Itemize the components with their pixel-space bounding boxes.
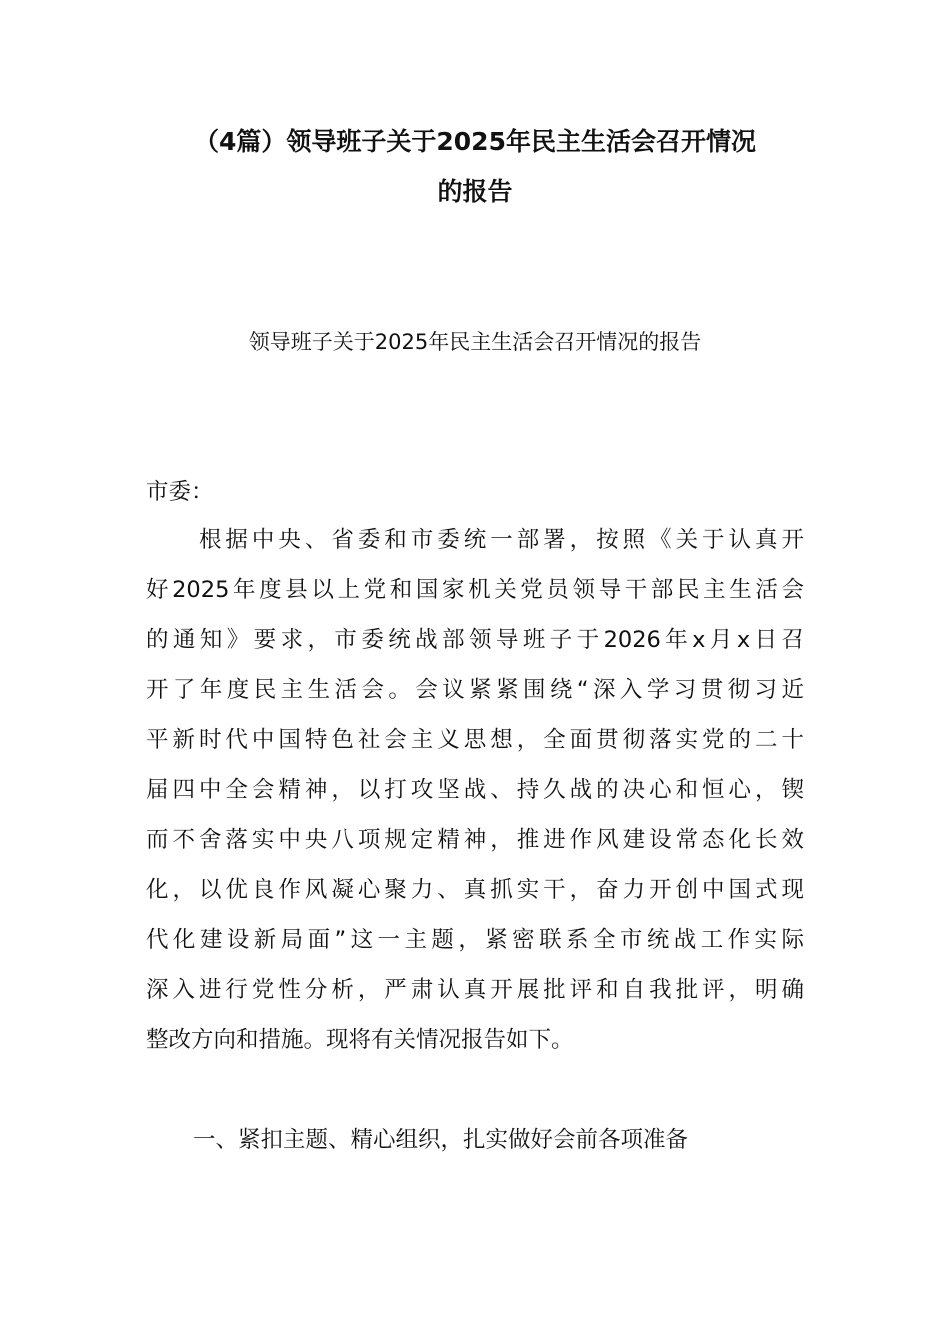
document-title-line-1: （4篇）领导班子关于2025年民主生活会召开情况 — [194, 127, 756, 156]
document-title-line-2: 的报告 — [437, 177, 513, 206]
paragraph-line: 好2025年度县以上党和国家机关党员领导干部民主生活会 — [146, 577, 804, 603]
paragraph-line: 的通知》要求，市委统战部领导班子于2026年x月x日召 — [146, 627, 804, 653]
section-heading: 一、紧扣主题、精心组织，扎实做好会前各项准备 — [193, 1127, 689, 1153]
document-subtitle: 领导班子关于2025年民主生活会召开情况的报告 — [248, 330, 702, 354]
paragraph-line: 深入进行党性分析，严肃认真开展批评和自我批评，明确 — [146, 977, 804, 1003]
paragraph-line: 化，以优良作风凝心聚力、真抓实干，奋力开创中国式现 — [146, 877, 804, 903]
paragraph-line: 代化建设新局面”这一主题，紧密联系全市统战工作实际 — [146, 927, 804, 953]
paragraph-line: 开了年度民主生活会。会议紧紧围绕“深入学习贯彻习近 — [146, 677, 804, 703]
paragraph-line: 根据中央、省委和市委统一部署，按照《关于认真开 — [146, 527, 804, 553]
paragraph-line: 整改方向和措施。现将有关情况报告如下。 — [146, 1027, 574, 1053]
paragraph-line: 届四中全会精神，以打攻坚战、持久战的决心和恒心，锲 — [146, 777, 804, 803]
salutation: 市委： — [146, 479, 214, 505]
paragraph-line: 而不舍落实中央八项规定精神，推进作风建设常态化长效 — [146, 827, 804, 853]
paragraph-line: 平新时代中国特色社会主义思想，全面贯彻落实党的二十 — [146, 727, 804, 753]
